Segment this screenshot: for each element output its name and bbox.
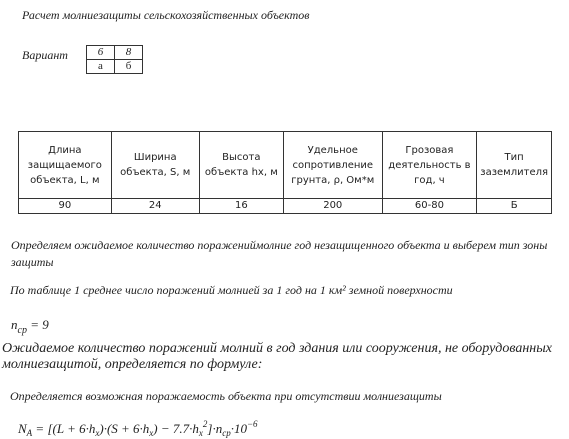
paragraph-table-reference: По таблице 1 среднее число поражений молнией за 1 год на 1 км² земной поверхности <box>10 283 453 297</box>
ncp-value: $n_{cp} = 9$ <box>11 317 49 336</box>
header-thunderstorm: Грозовая деятельность в год, ч <box>382 132 477 199</box>
page-title: Расчет молниезащиты сельскохозяйственных объектов <box>22 8 310 22</box>
table-cell: 60-80 <box>382 199 477 214</box>
header-width: Ширина объекта, S, м <box>111 132 199 199</box>
paragraph-formula-intro: Ожидаемое количество поражений молний в год здания или сооружения, не оборудованных молниезащитой, определяется по формуле: <box>2 341 552 372</box>
table-cell: 24 <box>111 199 199 214</box>
variant-cell: б <box>115 60 143 74</box>
table-cell: 90 <box>19 199 112 214</box>
variant-label: Вариант <box>22 48 68 62</box>
table-cell: 200 <box>283 199 382 214</box>
paragraph-expected-strikes: Определяем ожидаемое количество поражениймолние год незащищенного объекта и выберем тип зоны защиты <box>11 238 548 269</box>
parameters-table <box>18 131 552 214</box>
formula: $N_A = [(L + 6\cdot h_x)\cdot(S + 6\cdot h_x) - 7.7\cdot h_x^2]\cdot n_{cp}\cdot 10^{-6}$ <box>18 419 258 438</box>
variant-cell: а <box>87 60 115 74</box>
variant-cell: 6 <box>87 46 115 60</box>
header-height: Высота объекта hx, м <box>199 132 283 199</box>
paragraph-susceptibility: Определяется возможная поражаемость объекта при отсутствии молниезащиты <box>10 389 442 403</box>
header-grounding-type: Тип заземлителя <box>477 132 552 199</box>
table-cell: 16 <box>199 199 283 214</box>
table-cell: Б <box>477 199 552 214</box>
variant-cell: 8 <box>115 46 143 60</box>
header-length: Длина защищаемого объекта, L, м <box>19 132 112 199</box>
variant-table <box>86 45 143 74</box>
table-row <box>19 199 552 214</box>
header-resistivity: Удельное сопротивление грунта, ρ, Ом*м <box>283 132 382 199</box>
